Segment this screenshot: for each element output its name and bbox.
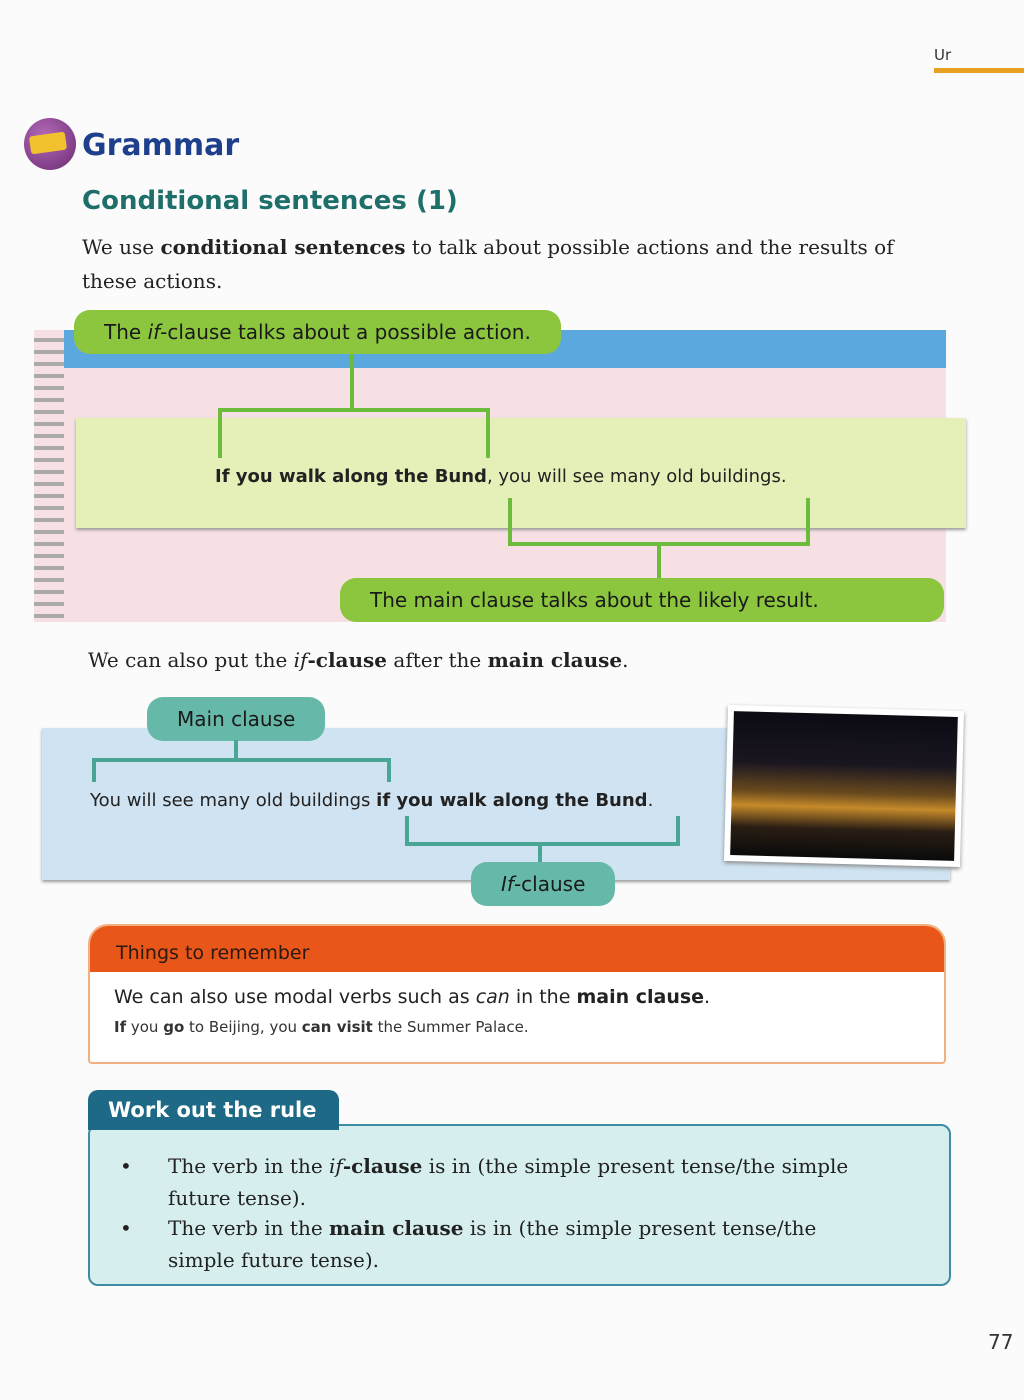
section-title: Grammar bbox=[82, 128, 240, 163]
example-sentence: If you walk along the Bund, you will see many old buildings. bbox=[215, 466, 787, 487]
main-clause-tag: Main clause bbox=[147, 697, 325, 741]
remember-text: We can also use modal verbs such as can in the main clause. bbox=[114, 986, 711, 1008]
if-clause-label: The if-clause talks about a possible action. bbox=[74, 310, 561, 354]
unit-label: Ur bbox=[934, 46, 952, 64]
intro-text: We use conditional sentences to talk about possible actions and the results of these actions. bbox=[82, 235, 894, 293]
example-segment: to Beijing, you bbox=[184, 1018, 302, 1036]
note-text: We can also put the if-clause after the main clause. bbox=[88, 648, 629, 672]
unit-divider bbox=[934, 68, 1024, 73]
example-sentence-2: You will see many old buildings if you walk along the Bund. bbox=[90, 790, 654, 811]
bund-night-photo bbox=[724, 705, 964, 867]
page-title: Conditional sentences (1) bbox=[82, 186, 458, 216]
main-clause-label: The main clause talks about the likely result. bbox=[340, 578, 944, 622]
remember-example bbox=[90, 1008, 944, 1036]
example-segment: can visit bbox=[301, 1018, 373, 1036]
remember-title: Things to remember bbox=[90, 926, 944, 972]
example-segment: If bbox=[114, 1018, 127, 1036]
rule-bullet-1: • The verb in the if-clause is in (the simple present tense/the simple future tense). bbox=[120, 1154, 849, 1210]
things-to-remember-box bbox=[88, 924, 946, 1064]
page-number: 77 bbox=[988, 1330, 1014, 1354]
example-segment: you bbox=[126, 1018, 164, 1036]
if-clause-tag: If-clause bbox=[471, 862, 615, 906]
puzzle-icon bbox=[24, 118, 76, 170]
rule-bullet-2: • The verb in the main clause is in (the simple present tense/the simple future tense). bbox=[120, 1216, 817, 1272]
rule-title: Work out the rule bbox=[88, 1090, 339, 1130]
example-segment: go bbox=[163, 1018, 185, 1036]
example-segment: the Summer Palace. bbox=[372, 1018, 529, 1036]
